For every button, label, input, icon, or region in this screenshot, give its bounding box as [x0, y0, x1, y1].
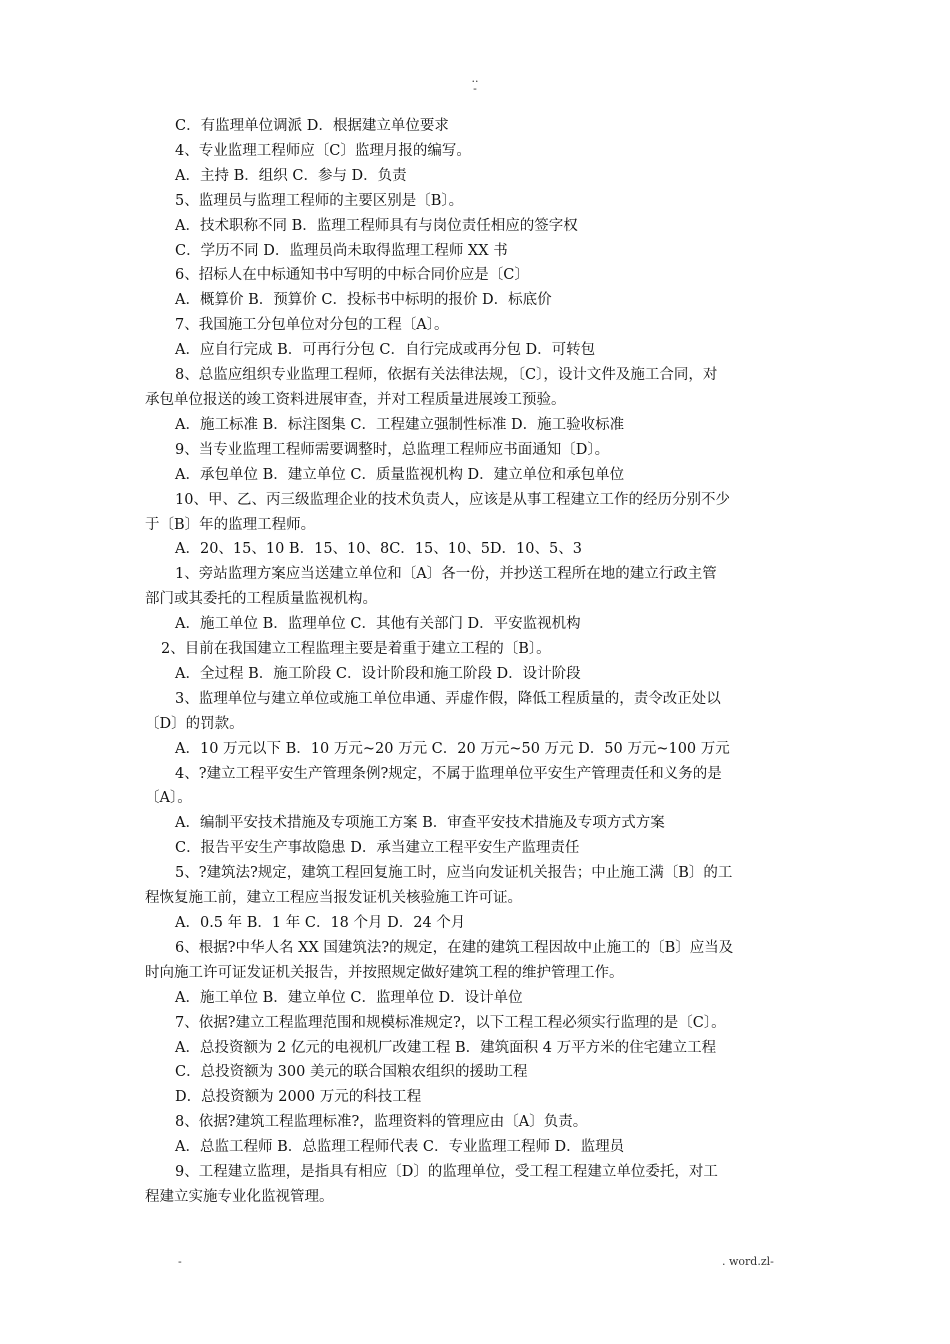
document-line: A．总监工程师 B．总监理工程师代表 C．专业监理工程师 D．监理员 — [175, 1139, 625, 1156]
document-line: 1、旁站监理方案应当送建立单位和〔A〕各一份，并抄送工程所在地的建立行政主管 — [175, 566, 717, 583]
document-line: A．概算价 B．预算价 C．投标书中标明的报价 D．标底价 — [175, 292, 552, 309]
document-line: 6、招标人在中标通知书中写明的中标合同价应是〔C〕 — [175, 267, 529, 284]
document-line: A．施工单位 B．监理单位 C．其他有关部门 D．平安监视机构 — [175, 616, 581, 633]
document-line: 4、专业监理工程师应〔C〕监理月报的编写。 — [175, 142, 471, 159]
document-line: A．20、15、10 B．15、10、8C．15、10、5D．10、5、3 — [175, 541, 582, 558]
header-mark-dots: .. — [471, 72, 479, 85]
document-line: A．10 万元以下 B．10 万元~20 万元 C．20 万元~50 万元 D．50 万元~100 万元 — [175, 740, 730, 757]
document-line: 4、?建立工程平安生产管理条例?规定，不属于监理单位平安生产管理责任和义务的是 — [175, 765, 722, 782]
document-line: 8、总监应组织专业监理工程师，依据有关法律法规，〔C〕，设计文件及施工合同，对 — [175, 367, 718, 384]
document-line: 10、甲、乙、丙三级监理企业的技术负责人，应该是从事工程建立工作的经历分别不少 — [175, 491, 730, 508]
document-line: C．有监理单位调派 D．根据建立单位要求 — [175, 118, 449, 134]
document-line: A．承包单位 B．建立单位 C．质量监视机构 D．建立单位和承包单位 — [175, 466, 625, 483]
document-line: A．施工标准 B．标注图集 C．工程建立强制性标准 D．施工验收标准 — [175, 416, 625, 433]
document-line: 7、依据?建立工程监理范围和规模标准规定?，以下工程工程必须实行监理的是〔C〕。 — [175, 1014, 726, 1031]
document-line: 〔D〕的罚款。 — [145, 715, 244, 732]
document-line: 9、当专业监理工程师需要调整时，总监理工程师应书面通知〔D〕。 — [175, 441, 610, 458]
footer-left-mark: - — [178, 1255, 182, 1268]
document-line: A．全过程 B．施工阶段 C．设计阶段和施工阶段 D．设计阶段 — [175, 665, 581, 682]
document-body — [145, 114, 810, 1210]
document-line: 程恢复施工前，建立工程应当报发证机关核验施工许可证。 — [145, 890, 522, 907]
document-line: C．学历不同 D．监理员尚未取得监理工程师 XX 书 — [175, 242, 508, 259]
document-line: 2、目前在我国建立工程监理主要是着重于建立工程的〔B〕。 — [161, 641, 551, 658]
document-line: A．应自行完成 B．可再行分包 C．自行完成或再分包 D．可转包 — [175, 342, 596, 359]
document-line: 5、监理员与监理工程师的主要区别是〔B〕。 — [175, 192, 464, 209]
document-line: A．0.5 年 B．1 年 C．18 个月 D．24 个月 — [175, 915, 466, 931]
document-line: 〔A〕。 — [145, 790, 192, 807]
document-line: 承包单位报送的竣工资料进展审查，并对工程质量进展竣工预验。 — [145, 391, 566, 408]
document-line: D．总投资额为 2000 万元的科技工程 — [175, 1089, 422, 1106]
document-line: 部门或其委托的工程质量监视机构。 — [145, 591, 377, 608]
document-line: A．主持 B．组织 C．参与 D．负责 — [175, 167, 407, 184]
document-line: A．技术职称不同 B．监理工程师具有与岗位责任相应的签字权 — [175, 217, 578, 234]
document-line: C．总投资额为 300 美元的联合国粮农组织的援助工程 — [175, 1064, 528, 1081]
page-header-mark — [0, 74, 950, 94]
document-line: A．施工单位 B．建立单位 C．监理单位 D．设计单位 — [175, 989, 523, 1006]
document-line: 5、?建筑法?规定，建筑工程回复施工时，应当向发证机关报告；中止施工满〔B〕的工 — [175, 865, 733, 882]
footer-right-text: . word.zl- — [722, 1255, 774, 1268]
document-line: 8、依据?建筑工程监理标准?，监理资料的管理应由〔A〕负责。 — [175, 1114, 588, 1131]
document-line: 7、我国施工分包单位对分包的工程〔A〕。 — [175, 317, 449, 334]
document-line: 程建立实施专业化监视管理。 — [145, 1188, 334, 1205]
document-line: C．报告平安生产事故隐患 D．承当建立工程平安生产监理责任 — [175, 840, 580, 857]
document-line: 于〔B〕年的监理工程师。 — [145, 516, 316, 533]
document-line: 3、监理单位与建立单位或施工单位串通、弄虚作假，降低工程质量的，责令改正处以 — [175, 690, 721, 707]
document-line: 时向施工许可证发证机关报告，并按照规定做好建筑工程的维护管理工作。 — [145, 964, 624, 981]
header-mark-dash: - — [473, 82, 477, 95]
document-line: 9、工程建立监理，是指具有相应〔D〕的监理单位，受工程工程建立单位委托，对工 — [175, 1164, 718, 1181]
document-line: A．编制平安技术措施及专项施工方案 B．审查平安技术措施及专项方式方案 — [175, 815, 665, 832]
document-line: A．总投资额为 2 亿元的电视机厂改建工程 B．建筑面积 4 万平方米的住宅建立工程 — [175, 1039, 717, 1056]
document-line: 6、根据?中华人名 XX 国建筑法?的规定，在建的建筑工程因故中止施工的〔B〕应当及 — [175, 939, 734, 956]
